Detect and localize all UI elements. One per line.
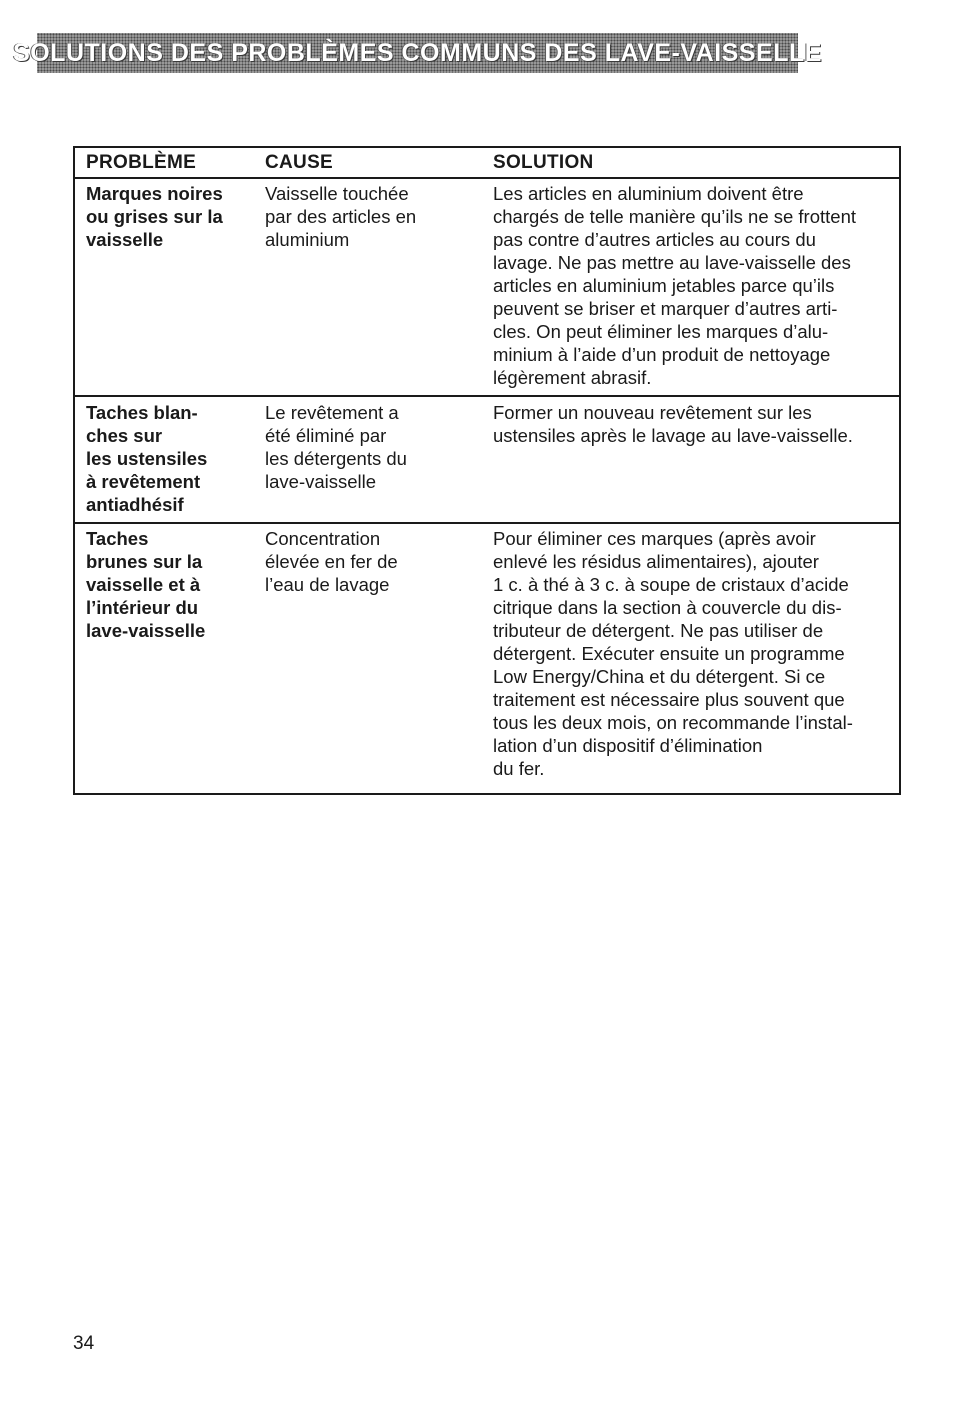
table-header-row [75, 148, 899, 179]
page-number: 34 [73, 1333, 95, 1354]
solution-cell: Les articles en aluminium doivent être chargés de telle manière qu’ils ne se frottent pas contre d’autres articles au cours du lavage. Ne pas mettre au lave-vaisselle des articles en aluminium jetables parce qu’ils peuvent se briser et marquer d’autres arti- cles. On peut éliminer les marques d’alu- minium à l’aide d’un produit de nettoyage légèrement abrasif. [493, 183, 857, 388]
solution-cell: Pour éliminer ces marques (après avoir enlevé les résidus alimentaires), ajouter 1 c. à thé à 3 c. à soupe de cristaux d’acide citrique dans la section à couvercle du dis- tributeur de détergent. Ne pas utiliser de détergent. Exécuter ensuite un programme Low Energy/China et du détergent. Si ce traitement est nécessaire plus souvent que tous les deux mois, on recommande l’instal- lation d’un dispositif d’élimination du fer. [493, 528, 853, 779]
header-cause: CAUSE [265, 152, 334, 173]
header-problem: PROBLÈME [86, 152, 197, 173]
section-banner [13, 33, 822, 73]
problem-cell: Marques noires ou grises sur la vaisselle [86, 183, 223, 250]
solution-cell: Former un nouveau revêtement sur les ustensiles après le lavage au lave-vaisselle. [493, 402, 853, 446]
header-solution: SOLUTION [493, 152, 594, 173]
troubleshooting-table [73, 146, 901, 795]
section-title: SOLUTIONS DES PROBLÈMES COMMUNS DES LAVE-VAISSELLE [13, 38, 822, 67]
table-row [75, 179, 899, 395]
table-row [75, 522, 899, 793]
cause-cell: Le revêtement a été éliminé par les détergents du lave-vaisselle [265, 402, 407, 492]
problem-cell: Taches brunes sur la vaisselle et à l’intérieur du lave-vaisselle [86, 528, 206, 641]
problem-cell: Taches blan- ches sur les ustensiles à revêtement antiadhésif [86, 402, 208, 515]
cause-cell: Concentration élevée en fer de l’eau de lavage [265, 528, 398, 595]
table-row [75, 395, 899, 522]
cause-cell: Vaisselle touchée par des articles en aluminium [265, 183, 417, 250]
